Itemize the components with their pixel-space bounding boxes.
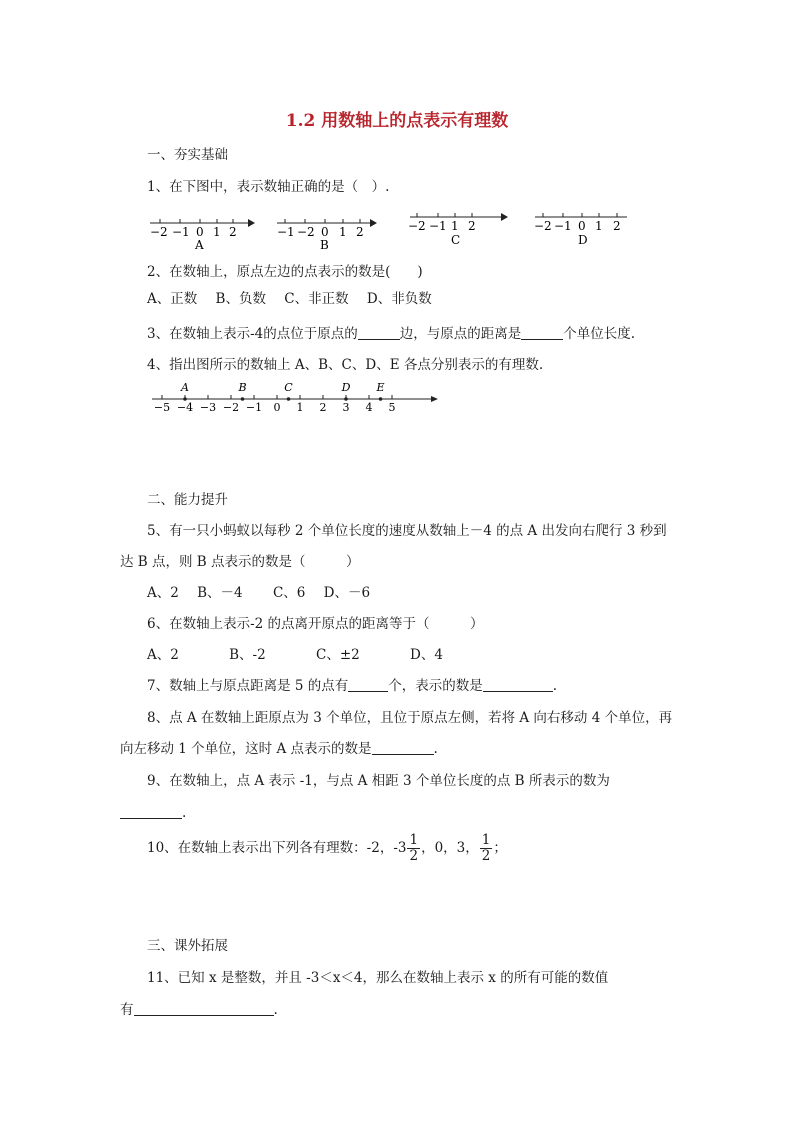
q4-tick-label: 1 — [296, 401, 304, 414]
choice-b: B、－4 — [197, 585, 243, 601]
q4-tick-label: 4 — [365, 401, 373, 414]
question-1: 1、在下图中，表示数轴正确的是（ ）. — [147, 179, 390, 195]
q1-option-b-axis — [277, 219, 377, 252]
choice-a: A、2 — [147, 647, 179, 663]
q1-b-tick-label: −1 — [277, 225, 295, 239]
fraction-numerator: 1 — [409, 832, 419, 848]
q4-point-a — [183, 397, 187, 401]
question-3-text: 个单位长度. — [563, 326, 636, 342]
q1-b-tick-label: 0 — [321, 225, 329, 239]
answer-blank[interactable] — [134, 1001, 274, 1016]
q1-c-tick-label: 2 — [468, 219, 476, 233]
choice-b: B、-2 — [229, 647, 266, 663]
question-7 — [147, 677, 557, 695]
q4-tick-label: 2 — [319, 401, 327, 414]
q4-tick-label: 0 — [273, 401, 281, 414]
q1-c-tick-label: −1 — [429, 219, 447, 233]
q1-option-c-axis — [408, 213, 508, 247]
q1-option-d-label: D — [578, 233, 588, 247]
q1-a-tick-label: 2 — [229, 225, 237, 239]
q4-tick-label: −1 — [245, 401, 263, 414]
q1-d-tick-label: 1 — [595, 219, 603, 233]
q1-c-tick-label: −2 — [408, 219, 426, 233]
q1-option-b-label: B — [320, 238, 329, 252]
q1-b-tick-label: 2 — [356, 225, 364, 239]
question-5-line-1: 5、有一只小蚂蚁以每秒 2 个单位长度的速度从数轴上－4 的点 A 出发向右爬行 3 秒到 — [147, 523, 667, 539]
question-10-text: 10、在数轴上表示出下列各有理数：-2，-3 — [147, 840, 407, 856]
question-2: 2、在数轴上，原点左边的点表示的数是( ) — [147, 264, 423, 280]
q1-option-a-axis — [150, 219, 255, 252]
question-11-text: . — [273, 1002, 278, 1018]
question-8-text: 向左移动 1 个单位，这时 A 点表示的数是 — [120, 741, 372, 757]
q1-option-a-label: A — [195, 238, 204, 252]
choice-a: A、正数 — [147, 291, 198, 307]
q4-tick-label: −3 — [199, 401, 217, 414]
choice-c: C、6 — [272, 585, 306, 601]
fraction-denominator: 2 — [409, 848, 419, 864]
q1-a-tick-label: 0 — [196, 225, 204, 239]
q4-tick-label: 5 — [388, 401, 396, 414]
question-8-text: . — [433, 741, 438, 757]
q4-point-label-a: A — [181, 381, 189, 394]
answer-blank[interactable] — [120, 804, 182, 819]
question-3 — [147, 325, 635, 343]
q4-point-c — [287, 397, 291, 401]
q4-tick-label: −4 — [176, 401, 194, 414]
q4-tick-label: 3 — [342, 401, 350, 414]
question-6: 6、在数轴上表示-2 的点离开原点的距离等于（ ） — [147, 616, 484, 632]
choice-d: D、4 — [410, 647, 443, 663]
q4-tick-label: −2 — [222, 401, 240, 414]
fraction-one-half — [480, 833, 493, 864]
choice-c: C、非正数 — [284, 291, 349, 307]
question-9-line-2 — [120, 804, 186, 822]
q1-b-tick-label: 1 — [339, 225, 347, 239]
question-11-line-1: 11、已知 x 是整数，并且 -3＜x＜4，那么在数轴上表示 x 的所有可能的数值 — [147, 970, 609, 986]
choice-c: C、±2 — [316, 647, 360, 663]
section-heading-basic: 一、夯实基础 — [147, 147, 228, 163]
q4-point-b — [241, 397, 245, 401]
question-2-choices — [147, 290, 446, 308]
answer-blank[interactable] — [372, 740, 434, 755]
q4-point-e — [379, 397, 383, 401]
q1-a-tick-label: −1 — [172, 225, 190, 239]
question-6-choices — [147, 646, 457, 664]
q4-point-d — [344, 397, 348, 401]
question-7-text: . — [552, 678, 558, 694]
choice-b: B、负数 — [215, 291, 266, 307]
question-10 — [147, 830, 507, 866]
q1-option-c-label: C — [451, 233, 461, 247]
question-4: 4、指出图所示的数轴上 A、B、C、D、E 各点分别表示的有理数. — [147, 357, 544, 373]
q4-figure-number-line — [150, 380, 442, 414]
q1-b-tick-label: −2 — [297, 225, 315, 239]
question-3-text: 3、在数轴上表示-4的点位于原点的 — [147, 326, 358, 342]
fraction-numerator: 1 — [481, 832, 491, 848]
question-5-choices — [147, 584, 384, 602]
q1-d-tick-label: 2 — [613, 219, 621, 233]
choice-d: D、－6 — [323, 585, 371, 601]
section-heading-ability: 二、能力提升 — [147, 492, 228, 508]
choice-d: D、非负数 — [366, 291, 432, 307]
q1-a-tick-label: −2 — [150, 225, 168, 239]
fraction-denominator: 2 — [481, 848, 491, 864]
q1-d-tick-label: 0 — [578, 219, 586, 233]
question-10-text: ； — [493, 840, 507, 856]
answer-blank[interactable] — [358, 325, 400, 340]
q4-point-label-e: E — [376, 381, 385, 394]
question-9-line-1: 9、在数轴上，点 A 表示 -1，与点 A 相距 3 个单位长度的点 B 所表示的数为 — [147, 773, 610, 789]
answer-blank[interactable] — [521, 325, 563, 340]
question-9-text: . — [182, 805, 187, 821]
question-11-line-2 — [120, 1001, 278, 1019]
q4-tick-label: −5 — [153, 401, 171, 414]
answer-blank[interactable] — [348, 677, 388, 692]
q4-point-label-b: B — [238, 381, 247, 394]
q4-point-label-c: C — [284, 381, 293, 394]
question-10-text: ，0，3， — [421, 840, 479, 856]
question-8-line-1: 8、点 A 在数轴上距原点为 3 个单位，且位于原点左侧，若将 A 向右移动 4 个单位，再 — [147, 710, 673, 726]
q1-option-d-axis — [534, 213, 627, 247]
page-title: 1.2 用数轴上的点表示有理数 — [285, 111, 509, 131]
fraction-one-half — [407, 833, 420, 864]
question-3-text: 边，与原点的距离是 — [399, 326, 522, 342]
q1-figure-number-lines — [145, 208, 635, 256]
q4-point-label-d: D — [341, 381, 351, 394]
q1-c-tick-label: 1 — [451, 219, 459, 233]
q1-d-tick-label: −2 — [534, 219, 552, 233]
question-11-text: 有 — [120, 1002, 134, 1018]
question-7-text: 个，表示的数是 — [388, 678, 483, 694]
choice-a: A、2 — [147, 585, 179, 601]
question-7-text: 7、数轴上与原点距离是 5 的点有 — [147, 678, 349, 694]
q1-a-tick-label: 1 — [213, 225, 221, 239]
q1-d-tick-label: −1 — [554, 219, 572, 233]
question-5-line-2: 达 B 点，则 B 点表示的数是（ ） — [120, 554, 360, 570]
answer-blank[interactable] — [483, 677, 553, 692]
section-heading-extension: 三、课外拓展 — [147, 938, 228, 954]
question-8-line-2 — [120, 740, 438, 758]
